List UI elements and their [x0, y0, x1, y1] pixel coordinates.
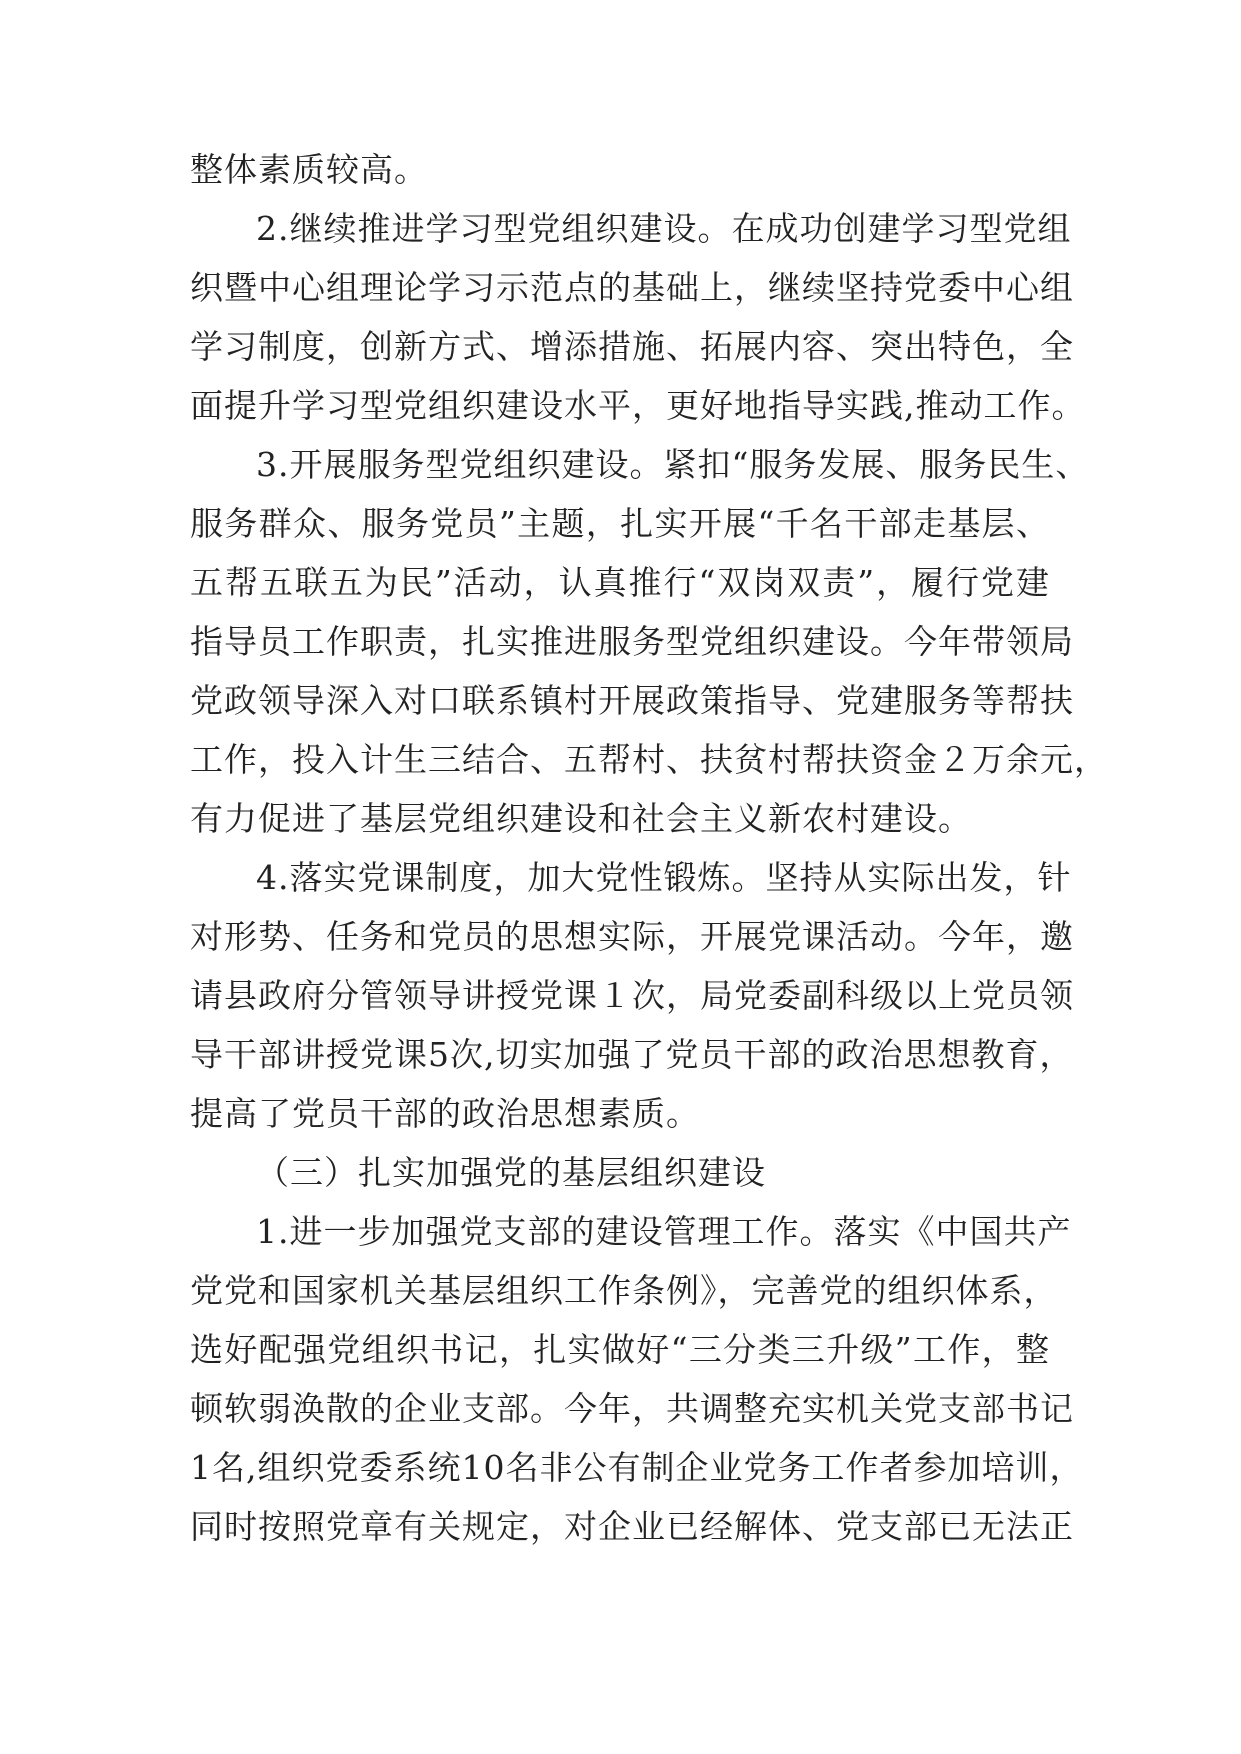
section-heading: （三）扎实加强党的基层组织建设 — [256, 1153, 766, 1192]
text-line: 有力促进了基层党组织建设和社会主义新农村建设。 — [190, 799, 972, 838]
text-line: 工作，投入计生三结合、五帮村、扶贫村帮扶资金２万余元， — [190, 740, 1108, 779]
text-line: 学习制度，创新方式、增添措施、拓展内容、突出特色，全 — [190, 327, 1074, 366]
text-line: 3.开展服务型党组织建设。紧扣“服务发展、服务民生、 — [256, 445, 1090, 484]
text-line: 对形势、任务和党员的思想实际，开展党课活动。今年，邀 — [190, 917, 1074, 956]
document-page — [190, 140, 1108, 1556]
text-line: 4.落实党课制度，加大党性锻炼。坚持从实际出发，针 — [256, 858, 1072, 897]
text-line: 导干部讲授党课5次,切实加强了党员干部的政治思想教育， — [190, 1035, 1074, 1074]
text-line: 请县政府分管领导讲授党课１次，局党委副科级以上党员领 — [190, 976, 1074, 1015]
text-line: 提高了党员干部的政治思想素质。 — [190, 1094, 700, 1133]
text-line: 面提升学习型党组织建设水平，更好地指导实践,推动工作。 — [190, 386, 1086, 425]
text-line: 顿软弱涣散的企业支部。今年，共调整充实机关党支部书记 — [190, 1389, 1074, 1428]
text-line: 织暨中心组理论学习示范点的基础上，继续坚持党委中心组 — [190, 268, 1074, 307]
text-line: 党政领导深入对口联系镇村开展政策指导、党建服务等帮扶 — [190, 681, 1074, 720]
text-line: 1.进一步加强党支部的建设管理工作。落实《中国共产 — [256, 1212, 1072, 1251]
text-line: 同时按照党章有关规定，对企业已经解体、党支部已无法正 — [190, 1507, 1074, 1546]
text-line: 2.继续推进学习型党组织建设。在成功创建学习型党组 — [256, 209, 1072, 248]
text-line: 服务群众、服务党员”主题，扎实开展“千名干部走基层、 — [190, 504, 1050, 543]
text-line: 五帮五联五为民”活动，认真推行“双岗双责”，履行党建 — [190, 563, 1050, 602]
text-line: 1名,组织党委系统10名非公有制企业党务工作者参加培训， — [190, 1448, 1084, 1487]
text-line: 整体素质较高。 — [190, 150, 428, 189]
text-line: 选好配强党组织书记，扎实做好“三分类三升级”工作，整 — [190, 1330, 1050, 1369]
text-line: 指导员工作职责，扎实推进服务型党组织建设。今年带领局 — [190, 622, 1074, 661]
text-line: 党党和国家机关基层组织工作条例》，完善党的组织体系， — [190, 1271, 1058, 1310]
